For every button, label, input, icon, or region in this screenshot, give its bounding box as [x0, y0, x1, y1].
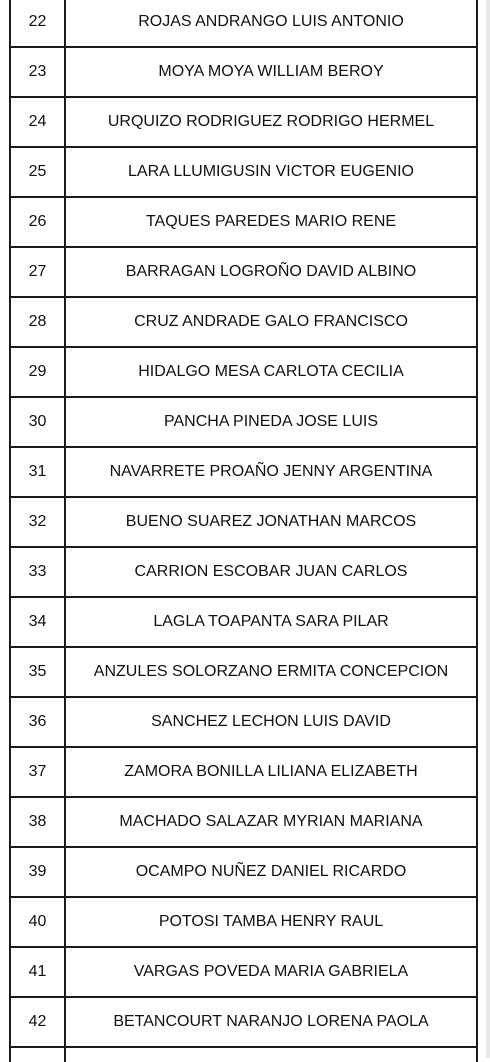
row-number-cell-empty [10, 1047, 65, 1062]
row-number-cell: 29 [10, 347, 65, 397]
row-number-cell: 30 [10, 397, 65, 447]
table-row [10, 747, 477, 797]
row-number-cell: 40 [10, 897, 65, 947]
row-name-cell: LARA LLUMIGUSIN VICTOR EUGENIO [65, 147, 477, 197]
row-name-cell-empty [65, 1047, 477, 1062]
row-name-cell: NAVARRETE PROAÑO JENNY ARGENTINA [65, 447, 477, 497]
row-number-cell: 34 [10, 597, 65, 647]
table-row [10, 647, 477, 697]
row-number-cell: 26 [10, 197, 65, 247]
table-row [10, 697, 477, 747]
table-row [10, 347, 477, 397]
row-number-cell: 42 [10, 997, 65, 1047]
row-number-cell: 22 [10, 0, 65, 47]
table-row [10, 147, 477, 197]
row-name-cell: VARGAS POVEDA MARIA GABRIELA [65, 947, 477, 997]
row-number-cell: 23 [10, 47, 65, 97]
row-number-cell: 39 [10, 847, 65, 897]
row-name-cell: MOYA MOYA WILLIAM BEROY [65, 47, 477, 97]
table-row [10, 847, 477, 897]
row-name-cell: ROJAS ANDRANGO LUIS ANTONIO [65, 0, 477, 47]
row-name-cell: CRUZ ANDRADE GALO FRANCISCO [65, 297, 477, 347]
table-row [10, 797, 477, 847]
roster-table [9, 0, 478, 1062]
table-row [10, 597, 477, 647]
row-name-cell: PANCHA PINEDA JOSE LUIS [65, 397, 477, 447]
table-row [10, 497, 477, 547]
table-row [10, 0, 477, 47]
row-name-cell: BARRAGAN LOGROÑO DAVID ALBINO [65, 247, 477, 297]
row-number-cell: 36 [10, 697, 65, 747]
row-name-cell: ZAMORA BONILLA LILIANA ELIZABETH [65, 747, 477, 797]
row-name-cell: POTOSI TAMBA HENRY RAUL [65, 897, 477, 947]
table-row [10, 997, 477, 1047]
row-name-cell: LAGLA TOAPANTA SARA PILAR [65, 597, 477, 647]
row-name-cell: MACHADO SALAZAR MYRIAN MARIANA [65, 797, 477, 847]
table-row [10, 397, 477, 447]
row-number-cell: 37 [10, 747, 65, 797]
row-number-cell: 38 [10, 797, 65, 847]
row-number-cell: 41 [10, 947, 65, 997]
table-row [10, 97, 477, 147]
row-name-cell: TAQUES PAREDES MARIO RENE [65, 197, 477, 247]
table-row [10, 197, 477, 247]
table-row-partial [10, 1047, 477, 1062]
row-number-cell: 32 [10, 497, 65, 547]
row-number-cell: 35 [10, 647, 65, 697]
row-number-cell: 25 [10, 147, 65, 197]
table-row [10, 47, 477, 97]
row-name-cell: BUENO SUAREZ JONATHAN MARCOS [65, 497, 477, 547]
table-row [10, 247, 477, 297]
row-number-cell: 27 [10, 247, 65, 297]
row-name-cell: CARRION ESCOBAR JUAN CARLOS [65, 547, 477, 597]
row-name-cell: HIDALGO MESA CARLOTA CECILIA [65, 347, 477, 397]
row-name-cell: OCAMPO NUÑEZ DANIEL RICARDO [65, 847, 477, 897]
row-name-cell: BETANCOURT NARANJO LORENA PAOLA [65, 997, 477, 1047]
row-number-cell: 24 [10, 97, 65, 147]
row-name-cell: ANZULES SOLORZANO ERMITA CONCEPCION [65, 647, 477, 697]
table-row [10, 547, 477, 597]
row-name-cell: SANCHEZ LECHON LUIS DAVID [65, 697, 477, 747]
roster-table-body [10, 0, 477, 1062]
table-row [10, 947, 477, 997]
row-number-cell: 31 [10, 447, 65, 497]
row-name-cell: URQUIZO RODRIGUEZ RODRIGO HERMEL [65, 97, 477, 147]
table-row [10, 447, 477, 497]
table-row [10, 297, 477, 347]
page-edge-shadow [486, 0, 490, 1058]
row-number-cell: 33 [10, 547, 65, 597]
table-row [10, 897, 477, 947]
row-number-cell: 28 [10, 297, 65, 347]
